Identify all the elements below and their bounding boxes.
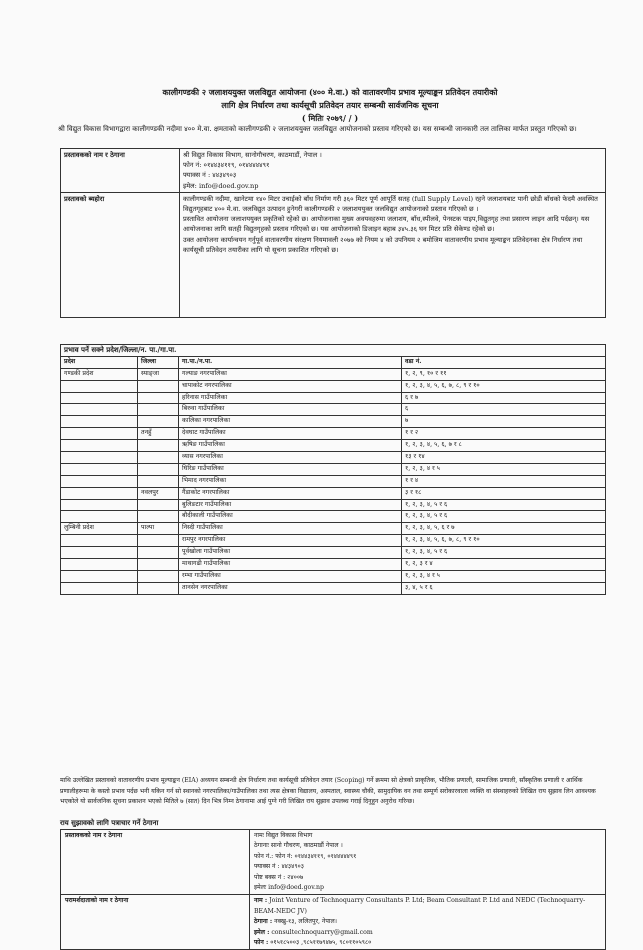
date-line: ( मितिः २०७९/ / ) — [301, 113, 359, 123]
table-row — [61, 452, 606, 464]
proposal-table — [60, 148, 606, 318]
affected-section-title: प्रभाव पर्ने सक्ने प्रदेश/जिल्ला/न. पा./गा.पा. — [61, 345, 606, 357]
table-row — [61, 499, 606, 511]
municipality-cell: गैंडाकोट नगरपालिका — [179, 487, 402, 499]
column-header-municipality: गा.पा./न.पा. — [179, 356, 402, 368]
district-cell — [138, 511, 179, 523]
table-row — [61, 582, 606, 594]
province-cell — [61, 392, 138, 404]
consultant-address-line — [254, 917, 601, 927]
municipality-cell: व्यास नगरपालिका — [179, 452, 402, 464]
consultant-email-line — [254, 928, 601, 938]
ward-cell: ६ र ७ — [402, 392, 606, 404]
municipality-cell: रामपुर नगरपालिका — [179, 535, 402, 547]
province-cell — [61, 428, 138, 440]
ward-cell: १, २, ३, ४, ५ र ६ — [402, 511, 606, 523]
municipality-cell: चापाकोट नगरपालिका — [179, 380, 402, 392]
table-header-row — [61, 356, 606, 368]
proposal-paragraph: प्रस्तावित आयोजना जलाशययुक्त प्रकृतिको रहेको छ। आयोजनाका मुख्य अवयवहरुमा जलाशय, बाँध,स्पीलवे, पेनस्टक पाइप,विद्युतगृह तथा प्रसारण लाइन आदि पर्दछन्। यस आयोजनाका लागि सतही विद्युतगृहको प्रस्ताव गरिएको छ। यस आयोजनाको डिजाइन बहाब ३४५.३६ घन मिटर प्रति सेकेण्ड रहेको छ। — [183, 215, 590, 234]
table-row — [61, 404, 606, 416]
section-header-row — [61, 345, 606, 357]
province-cell — [61, 511, 138, 523]
ward-cell: ३, ४, ५ र ६ — [402, 582, 606, 594]
ward-cell: १, २, ९, १० र ११ — [402, 368, 606, 380]
municipality-cell: कालिका नगरपालिका — [179, 416, 402, 428]
consultant-phone-line — [254, 938, 601, 948]
province-cell — [61, 380, 138, 392]
column-header-ward: वडा नं. — [402, 356, 606, 368]
province-cell — [61, 404, 138, 416]
district-cell — [138, 416, 179, 428]
table-row — [61, 368, 606, 380]
consultant-email-key: इमेल : — [254, 928, 270, 936]
district-cell — [138, 535, 179, 547]
district-cell — [138, 475, 179, 487]
district-cell — [138, 380, 179, 392]
affected-area-table — [60, 344, 606, 595]
province-cell: लुम्बिनी प्रदेश — [61, 523, 138, 535]
table-row — [61, 380, 606, 392]
consultant-phone-key: फोन : — [254, 939, 269, 947]
table-row — [61, 523, 606, 535]
contact-consultant-label: परामर्शदाताको नाम र ठेगाना — [61, 895, 250, 950]
proposer-email: इमेल: info@doed.gov.np — [183, 181, 259, 190]
contact-consultant-row — [61, 895, 606, 950]
province-cell — [61, 416, 138, 428]
proposal-paragraph: कालीगण्डकी नदीमा, खानेटमा १४० मिटर उचाईको बाँध निर्माण गरी ३६० मिटर पूर्ण आपूर्ति सतह (full Supply Level) रहने जलाशयबाट पानी छोडी बाँधको फेदमै अवस्थित विद्युतगृहबाट ४०० मे.वा. जलविद्युत उत्पादन हुनेगरी कालीगण्डकी २ जलाशययुक्त जलविद्युत आयोजनाको प्रस्ताव गरिएको छ । — [183, 194, 598, 214]
district-cell — [138, 452, 179, 464]
proposal-row — [61, 192, 606, 317]
consultant-address-key: ठेगाना : — [254, 918, 273, 926]
table-row — [61, 547, 606, 559]
contact-line: नामः विद्युत विकास विभाग — [254, 832, 313, 839]
consultant-email: consultechnoquarry@gmail.com — [271, 928, 373, 936]
ward-cell: १, २, ३, ४, ५, ६ र ७ — [402, 523, 606, 535]
contact-table — [60, 829, 606, 950]
ward-cell: १ र ४ — [402, 475, 606, 487]
proposer-row — [61, 149, 606, 193]
province-cell — [61, 547, 138, 559]
province-cell — [61, 475, 138, 487]
consultant-phone: ०१५१८५००३ ,९८५११७९४७५, ९८०११०५९८० — [270, 939, 372, 947]
ward-cell: १ र २ — [402, 428, 606, 440]
municipality-cell: रम्भा गाउँपालिका — [179, 570, 402, 582]
contact-proposer-details — [250, 830, 606, 895]
municipality-cell: बिरुवा गाउँपालिका — [179, 404, 402, 416]
district-cell — [138, 440, 179, 452]
proposer-details — [180, 149, 606, 193]
table-row — [61, 475, 606, 487]
proposer-fax: फ्याक्स नं : ४४३४९०३ — [183, 171, 237, 180]
province-cell — [61, 463, 138, 475]
district-cell: नवलपुर — [138, 487, 179, 499]
column-header-province: प्रदेश — [61, 356, 138, 368]
province-cell — [61, 559, 138, 571]
consultant-name-key: नाम : — [254, 897, 268, 905]
table-row — [61, 570, 606, 582]
municipality-cell: हरिनास गाउँपालिका — [179, 392, 402, 404]
table-row — [61, 428, 606, 440]
notice-title — [60, 86, 600, 125]
table-row — [61, 487, 606, 499]
district-cell — [138, 404, 179, 416]
ward-cell: १, २, ३, ४, ५, ६, ७ र ८ — [402, 440, 606, 452]
district-cell: पाल्पा — [138, 523, 179, 535]
district-cell — [138, 559, 179, 571]
municipality-cell: बौदीकाली गाउँपालिका — [179, 511, 402, 523]
table-row — [61, 463, 606, 475]
district-cell — [138, 582, 179, 594]
ward-cell: १, २, ३, ४, ५, ६, ७, ८, ९ र १० — [402, 380, 606, 392]
ward-cell: ७ — [402, 416, 606, 428]
province-cell — [61, 452, 138, 464]
contact-section-title: राय सुझावको लागि पत्राचार गर्ने ठेगाना — [60, 818, 159, 827]
column-header-district: जिल्ला — [138, 356, 179, 368]
contact-consultant-details — [250, 895, 606, 950]
ward-cell: १३ र १४ — [402, 452, 606, 464]
municipality-cell: भिमाद नगरपालिका — [179, 475, 402, 487]
title-line-2: लागि क्षेत्र निर्धारण तथा कार्यसूची प्रतिवेदन तयार सम्बन्धी सार्वजनिक सूचना — [221, 100, 439, 110]
ward-cell: १, २, ३, ४, ५ र ६ — [402, 499, 606, 511]
table-row — [61, 440, 606, 452]
municipality-cell: घिरिङ गाउँपालिका — [179, 463, 402, 475]
proposal-paragraph: उक्त आयोजना कार्यान्वयन गर्नुपूर्व वातावरणीय संरक्षण नियमावली २०७७ को नियम ४ को उपनियम २ बमोजिम वातावरणीय प्रभाव मूल्याङ्कन प्रतिवेदनका क्षेत्र निर्धारण तथा कार्यसूची प्रतिवेदन तयारीका लागि यो सूचना प्रकाशित गरिएको छ। — [183, 235, 583, 254]
province-cell — [61, 582, 138, 594]
proposer-phone: फोन नं: ०१४४३४११९, ०१४४४४४९१ — [183, 161, 270, 170]
district-cell — [138, 392, 179, 404]
consultant-address: नक्खु-१३, ललितपुर, नेपाल। — [274, 918, 338, 926]
ward-cell: १, २, ३, ४ र ५ — [402, 463, 606, 475]
municipality-cell: पूर्वखोला गाउँपालिका — [179, 547, 402, 559]
municipality-cell: माथागढी गाउँपालिका — [179, 559, 402, 571]
table-row — [61, 416, 606, 428]
contact-proposer-label: प्रस्तावकको नाम र ठेगाना — [61, 830, 250, 895]
table-row — [61, 559, 606, 571]
proposal-label: प्रस्तावको ब्यहोरा — [61, 192, 180, 317]
district-cell: तनहुँ — [138, 428, 179, 440]
municipality-cell: बुलिङटार गाउँपालिका — [179, 499, 402, 511]
proposer-name: श्री विद्युत विकास विभाग, सानोगौचरण, काठमाडौं, नेपाल । — [183, 151, 322, 159]
consultant-name: Joint Venture of Technoquarry Consultants P. Ltd; Beam Consultant P. Ltd and NEDC (Technoquarry-BEAM-NEDC JV) — [254, 897, 586, 915]
province-cell — [61, 570, 138, 582]
province-cell — [61, 535, 138, 547]
province-cell — [61, 440, 138, 452]
proposer-label: प्रस्तावकको नाम र ठेगाना — [61, 149, 180, 193]
municipality-cell: ऋषिङ गाउँपालिका — [179, 440, 402, 452]
title-line-1: कालीगण्डकी २ जलाशययुक्त जलविद्युत आयोजना (४०० मे.वा.) को वातावरणीय प्रभाव मूल्याङ्कन प्रतिवेदन तयारीको — [162, 87, 498, 97]
table-row — [61, 511, 606, 523]
ward-cell: १, २, ३, ४ र ५ — [402, 570, 606, 582]
ward-cell: १, २, ३ र ४ — [402, 559, 606, 571]
municipality-cell: देवघाट गाउँपालिका — [179, 428, 402, 440]
intro-paragraph: श्री विद्युत विकास विभागद्वारा कालीगण्डकी नदीमा ४०० मे.वा. क्षमताको कालीगण्डकी २ जलाशययुक्त जलविद्युत आयोजनाको प्रस्ताव गरिएको छ। यस सम्बन्धी जानकारी तल तालिका मार्फत प्रस्तुत गरिएको छ। — [58, 125, 577, 133]
ward-cell: ६ — [402, 404, 606, 416]
municipality-cell: निस्दी गाउँपालिका — [179, 523, 402, 535]
contact-line: फोन नं.: फोन नं: ०१४४३४११९, ०१४४४४४९१ — [254, 852, 357, 860]
district-cell — [138, 547, 179, 559]
table-row — [61, 392, 606, 404]
municipality-cell: गल्याङ नगरपालिका — [179, 368, 402, 380]
district-cell — [138, 570, 179, 582]
ward-cell: १, २, ३, ४, ५, ६, ७, ८, ९ र १० — [402, 535, 606, 547]
table-row — [61, 535, 606, 547]
ward-cell: १, २, ३, ४, ५ र ६ — [402, 547, 606, 559]
contact-line: फ्याक्स नं : ४४३४९०३ — [254, 863, 304, 871]
municipality-cell: तानसेन नगरपालिका — [179, 582, 402, 594]
province-cell — [61, 499, 138, 511]
province-cell — [61, 487, 138, 499]
contact-line: इमेलः info@doed.gov.np — [254, 884, 324, 892]
district-cell: स्याङ्जा — [138, 368, 179, 380]
consultant-name-line — [254, 896, 601, 917]
contact-proposer-row — [61, 830, 606, 895]
affected-table-body — [61, 368, 606, 594]
ward-cell: ३ र १८ — [402, 487, 606, 499]
proposal-details — [180, 192, 606, 317]
contact-line: पोष्ट बक्स नं : २४००७ — [254, 873, 304, 881]
contact-line: ठेगानाः सानो गौचरण, काठमाडौं नेपाल । — [254, 842, 343, 850]
province-cell: गण्डकी प्रदेश — [61, 368, 138, 380]
district-cell — [138, 463, 179, 475]
district-cell — [138, 499, 179, 511]
scoping-note: माथि उल्लेखित प्रस्तावको वातावरणीय प्रभाव मूल्याङ्कन (EIA) अध्ययन सम्बन्धी क्षेत्र निर्धारण तथा कार्यसूची प्रतिवेदन तयार (Scoping) गर्ने क्रममा सो क्षेत्रको प्राकृतिक, भौतिक प्रणाली, सामाजिक प्रणाली, साँस्कृतिक प्रणाली र आर्थिक प्रणालीहरूमा के कस्तो प्रभाव पर्दछ भनी यकिन गर्न सो स्थानको नगरपालिका/गाउँपालिका तथा त्यस क्षेत्रका विद्यालय, अस्पताल, स्वास्थ्य चौकी, सामुदायिक वन तथा सम्पूर्ण सरोकारवाला व्यक्ति वा संस्थाहरुको लिखित राय सुझाव लिन आवश्यक भएकोले यो सार्वजनिक सूचना प्रकाशन भएको मितिले ७ (सात) दिन भित्र निम्न ठेगानामा आई पुग्ने गरी लिखित राय सुझाव उपलब्ध गराई दिनुहुन अनुरोध गरिन्छ। — [60, 777, 596, 805]
